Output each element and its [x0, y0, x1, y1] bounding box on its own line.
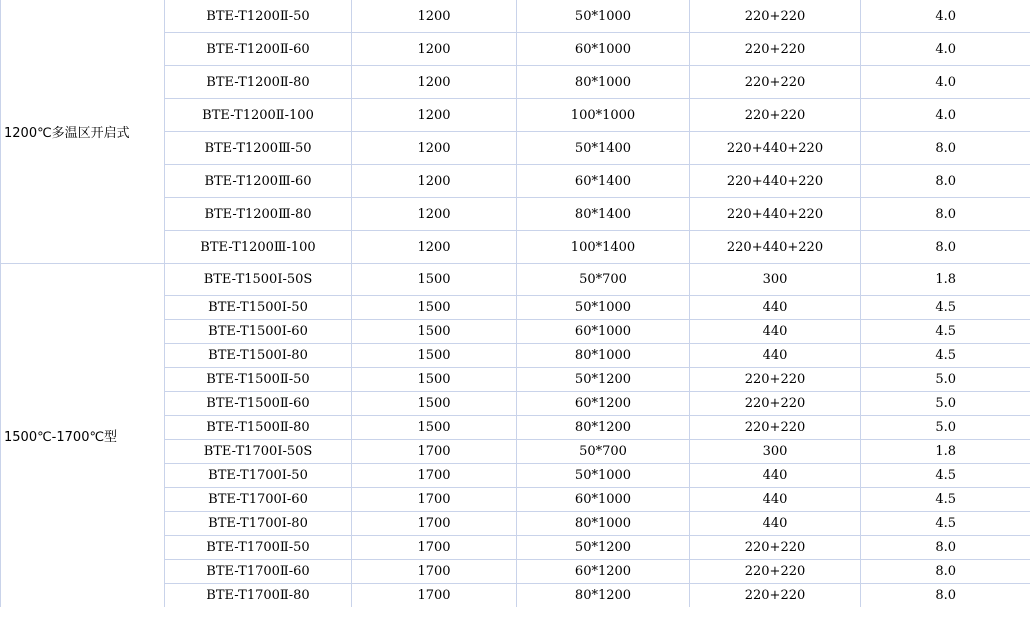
voltage-cell: 220+220 [690, 99, 861, 132]
power-cell: 4.0 [861, 99, 1030, 132]
temperature-cell: 1700 [352, 536, 517, 560]
tube-size-cell: 80*1000 [517, 344, 690, 368]
power-cell: 5.0 [861, 416, 1030, 440]
tube-size-cell: 50*1200 [517, 368, 690, 392]
temperature-cell: 1200 [352, 231, 517, 264]
power-cell: 8.0 [861, 536, 1030, 560]
power-cell: 8.0 [861, 132, 1030, 165]
temperature-cell: 1500 [352, 296, 517, 320]
temperature-cell: 1700 [352, 512, 517, 536]
model-cell: BTE-T1200Ⅲ-100 [165, 231, 352, 264]
power-cell: 4.0 [861, 66, 1030, 99]
model-cell: BTE-T1700I-50S [165, 440, 352, 464]
temperature-cell: 1700 [352, 440, 517, 464]
temperature-cell: 1200 [352, 99, 517, 132]
temperature-cell: 1500 [352, 416, 517, 440]
voltage-cell: 440 [690, 296, 861, 320]
model-cell: BTE-T1700I-80 [165, 512, 352, 536]
power-cell: 4.5 [861, 488, 1030, 512]
temperature-cell: 1200 [352, 33, 517, 66]
temperature-cell: 1500 [352, 264, 517, 296]
tube-size-cell: 50*1000 [517, 296, 690, 320]
voltage-cell: 220+440+220 [690, 165, 861, 198]
model-cell: BTE-T1500I-60 [165, 320, 352, 344]
power-cell: 8.0 [861, 231, 1030, 264]
temperature-cell: 1700 [352, 584, 517, 608]
temperature-cell: 1200 [352, 198, 517, 231]
voltage-cell: 220+220 [690, 66, 861, 99]
power-cell: 1.8 [861, 440, 1030, 464]
model-cell: BTE-T1200Ⅱ-100 [165, 99, 352, 132]
model-cell: BTE-T1700I-60 [165, 488, 352, 512]
voltage-cell: 220+220 [690, 392, 861, 416]
voltage-cell: 220+220 [690, 536, 861, 560]
voltage-cell: 220+220 [690, 584, 861, 608]
power-cell: 4.5 [861, 464, 1030, 488]
model-cell: BTE-T1700Ⅱ-80 [165, 584, 352, 608]
temperature-cell: 1700 [352, 464, 517, 488]
voltage-cell: 220+440+220 [690, 198, 861, 231]
tube-size-cell: 50*1000 [517, 464, 690, 488]
voltage-cell: 440 [690, 320, 861, 344]
model-cell: BTE-T1700I-50 [165, 464, 352, 488]
voltage-cell: 220+220 [690, 560, 861, 584]
voltage-cell: 220+440+220 [690, 231, 861, 264]
temperature-cell: 1700 [352, 488, 517, 512]
tube-size-cell: 60*1400 [517, 165, 690, 198]
model-cell: BTE-T1200Ⅱ-50 [165, 0, 352, 33]
voltage-cell: 440 [690, 464, 861, 488]
model-cell: BTE-T1500I-80 [165, 344, 352, 368]
voltage-cell: 300 [690, 264, 861, 296]
temperature-cell: 1200 [352, 132, 517, 165]
temperature-cell: 1200 [352, 66, 517, 99]
power-cell: 8.0 [861, 198, 1030, 231]
voltage-cell: 440 [690, 344, 861, 368]
tube-size-cell: 80*1000 [517, 66, 690, 99]
voltage-cell: 220+220 [690, 368, 861, 392]
temperature-cell: 1500 [352, 392, 517, 416]
tube-size-cell: 100*1000 [517, 99, 690, 132]
tube-size-cell: 100*1400 [517, 231, 690, 264]
tube-size-cell: 80*1400 [517, 198, 690, 231]
model-cell: BTE-T1500Ⅱ-50 [165, 368, 352, 392]
temperature-cell: 1500 [352, 368, 517, 392]
category-cell: 1200℃多温区开启式 [1, 0, 165, 264]
model-cell: BTE-T1200Ⅲ-50 [165, 132, 352, 165]
model-cell: BTE-T1200Ⅱ-80 [165, 66, 352, 99]
voltage-cell: 220+220 [690, 33, 861, 66]
temperature-cell: 1200 [352, 165, 517, 198]
category-cell: 1500℃-1700℃型 [1, 264, 165, 608]
model-cell: BTE-T1200Ⅱ-60 [165, 33, 352, 66]
tube-size-cell: 50*1400 [517, 132, 690, 165]
tube-size-cell: 50*1200 [517, 536, 690, 560]
voltage-cell: 300 [690, 440, 861, 464]
power-cell: 4.0 [861, 33, 1030, 66]
tube-size-cell: 50*700 [517, 440, 690, 464]
power-cell: 1.8 [861, 264, 1030, 296]
model-cell: BTE-T1500Ⅱ-80 [165, 416, 352, 440]
voltage-cell: 220+440+220 [690, 132, 861, 165]
table-row [1, 0, 1030, 33]
model-cell: BTE-T1500I-50 [165, 296, 352, 320]
tube-size-cell: 60*1200 [517, 560, 690, 584]
voltage-cell: 220+220 [690, 0, 861, 33]
tube-size-cell: 60*1200 [517, 392, 690, 416]
temperature-cell: 1200 [352, 0, 517, 33]
temperature-cell: 1500 [352, 320, 517, 344]
tube-size-cell: 50*700 [517, 264, 690, 296]
voltage-cell: 440 [690, 512, 861, 536]
model-cell: BTE-T1200Ⅲ-60 [165, 165, 352, 198]
power-cell: 5.0 [861, 392, 1030, 416]
model-cell: BTE-T1200Ⅲ-80 [165, 198, 352, 231]
temperature-cell: 1500 [352, 344, 517, 368]
power-cell: 4.5 [861, 344, 1030, 368]
tube-size-cell: 60*1000 [517, 320, 690, 344]
tube-size-cell: 80*1000 [517, 512, 690, 536]
model-cell: BTE-T1700Ⅱ-50 [165, 536, 352, 560]
voltage-cell: 220+220 [690, 416, 861, 440]
voltage-cell: 440 [690, 488, 861, 512]
tube-size-cell: 80*1200 [517, 584, 690, 608]
temperature-cell: 1700 [352, 560, 517, 584]
tube-size-cell: 60*1000 [517, 488, 690, 512]
tube-size-cell: 60*1000 [517, 33, 690, 66]
power-cell: 8.0 [861, 560, 1030, 584]
spec-table-body [1, 0, 1030, 607]
power-cell: 4.0 [861, 0, 1030, 33]
power-cell: 4.5 [861, 296, 1030, 320]
power-cell: 4.5 [861, 320, 1030, 344]
power-cell: 5.0 [861, 368, 1030, 392]
model-cell: BTE-T1700Ⅱ-60 [165, 560, 352, 584]
table-row [1, 264, 1030, 296]
tube-size-cell: 80*1200 [517, 416, 690, 440]
tube-size-cell: 50*1000 [517, 0, 690, 33]
model-cell: BTE-T1500Ⅱ-60 [165, 392, 352, 416]
power-cell: 8.0 [861, 165, 1030, 198]
power-cell: 8.0 [861, 584, 1030, 608]
model-cell: BTE-T1500I-50S [165, 264, 352, 296]
power-cell: 4.5 [861, 512, 1030, 536]
